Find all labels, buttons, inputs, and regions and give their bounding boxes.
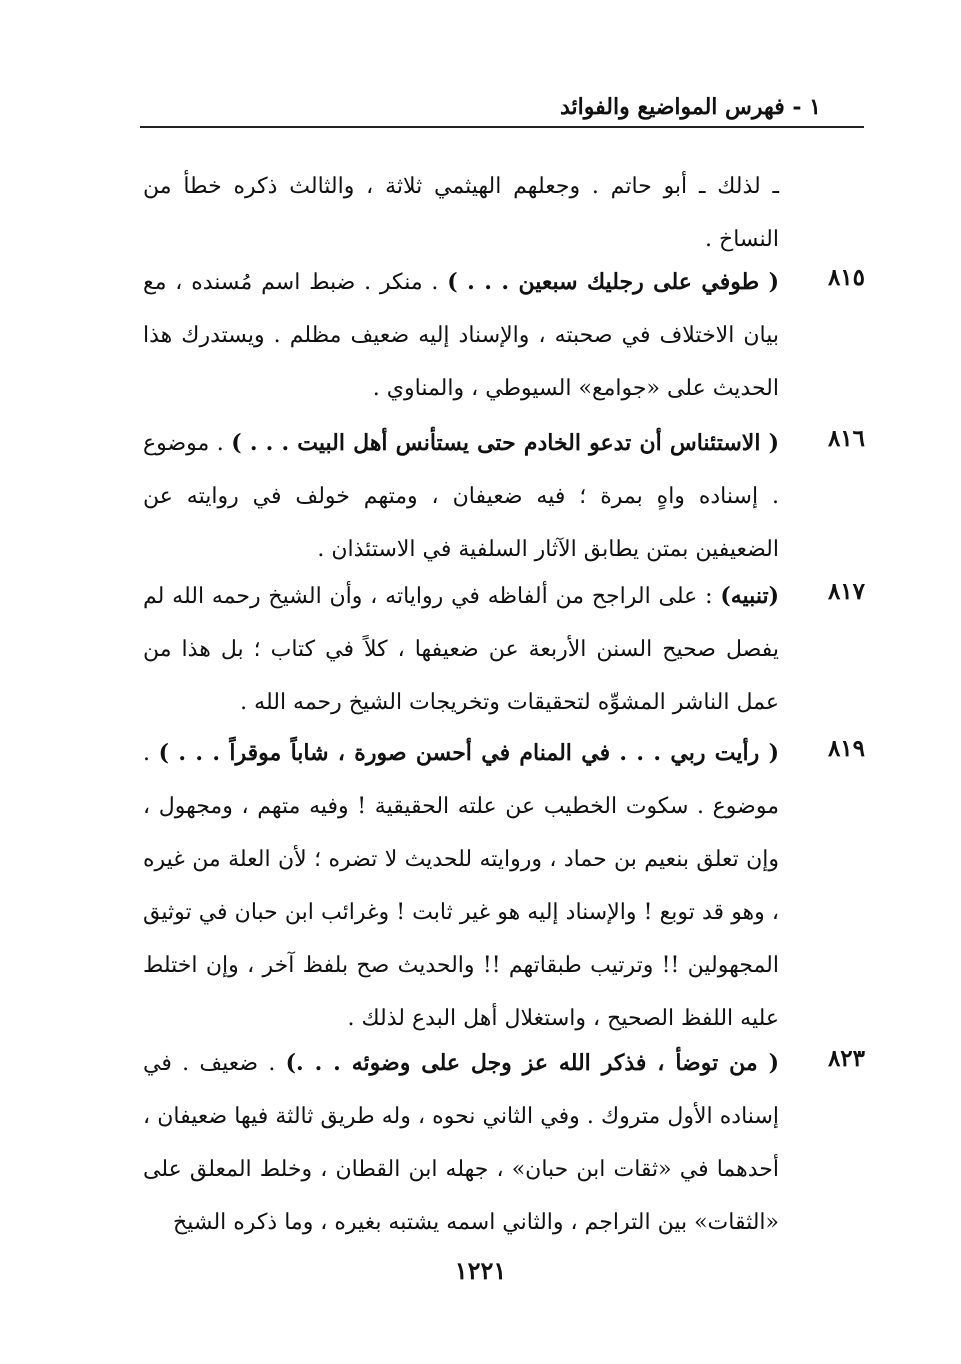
entry-title: ( رأيت ربي . . . في المنام في أحسن صورة ، شاباً موقراً . . . ): [158, 740, 779, 766]
entry-number: ٨١٩: [827, 735, 865, 762]
entry-text: [143, 570, 779, 729]
entry-text: [143, 1037, 779, 1249]
entry-title: (تنبيه): [720, 583, 779, 609]
entry-title: ( من توضأ ، فذكر الله عز وجل على وضوئه . . .): [285, 1050, 779, 1076]
entry-body: . ضعيف . في إسناده الأول متروك . وفي الثاني نحوه ، وله طريق ثالثة فيها ضعيفان ، أحدهما في «ثقات ابن حبان» ، جهله ابن القطان ، وخلط المعلق على «الثقات» بين التراجم ، والثاني اسمه يشتبه بغيره ، وما ذكره الشيخ: [143, 1051, 779, 1235]
entry-number: ٨٢٣: [827, 1045, 865, 1072]
continuation-text: ـ لذلك ـ أبو حاتم . وجعلهم الهيثمي ثلاثة ، والثالث ذكره خطأ من النساخ .: [143, 174, 779, 252]
running-header: ١ - فهرس المواضيع والفوائد: [559, 94, 821, 120]
entry-body: . منكر . ضبط اسم مُسنده ، مع بيان الاختلاف في صحبته ، والإسناد إليه ضعيف مظلم . ويستدرك هذا الحديث على «جوامع» السيوطي ، والمناوي .: [143, 270, 779, 401]
entry-number: ٨١٥: [827, 264, 865, 291]
entry-text: [143, 417, 779, 576]
entry-number: ٨١٧: [827, 578, 865, 605]
entry-body: : على الراجح من ألفاظه في رواياته ، وأن الشيخ رحمه الله لم يفصل صحيح السنن الأربعة عن ضعيفها ، كلاً في كتاب ؛ بل هذا من عمل الناشر المشوِّه لتحقيقات وتخريجات الشيخ رحمه الله .: [143, 584, 779, 715]
page-number: ١٢٢١: [454, 1256, 507, 1285]
header-rule: [140, 126, 864, 128]
entry-body: . موضوع . إسناده واهٍ بمرة ؛ فيه ضعيفان ، ومتهم خولف في روايته عن الضعيفين بمتن يطابق الآثار السلفية في الاستئذان .: [143, 431, 779, 562]
entry-text: [143, 727, 779, 1045]
entry-title: ( الاستئناس أن تدعو الخادم حتى يستأنس أهل البيت . . . ): [231, 430, 779, 456]
entry-number: ٨١٦: [827, 425, 865, 452]
entry-body: . موضوع . سكوت الخطيب عن علته الحقيقية ! وفيه متهم ، ومجهول ، وإن تعلق بنعيم بن حماد ، وروايته للحديث لا تضره ؛ لأن العلة من غيره ، وهو قد توبع ! والإسناد إليه هو غير ثابت ! وغرائب ابن حبان في توثيق المجهولين !! وترتيب طبقاتهم !! والحديث صح بلفظ آخر ، وإن اختلط عليه اللفظ الصحيح ، واستغلال أهل البدع لذلك .: [143, 741, 779, 1031]
entry-title: ( طوفي على رجليك سبعين . . . ): [447, 269, 779, 295]
entry-text: [143, 256, 779, 415]
